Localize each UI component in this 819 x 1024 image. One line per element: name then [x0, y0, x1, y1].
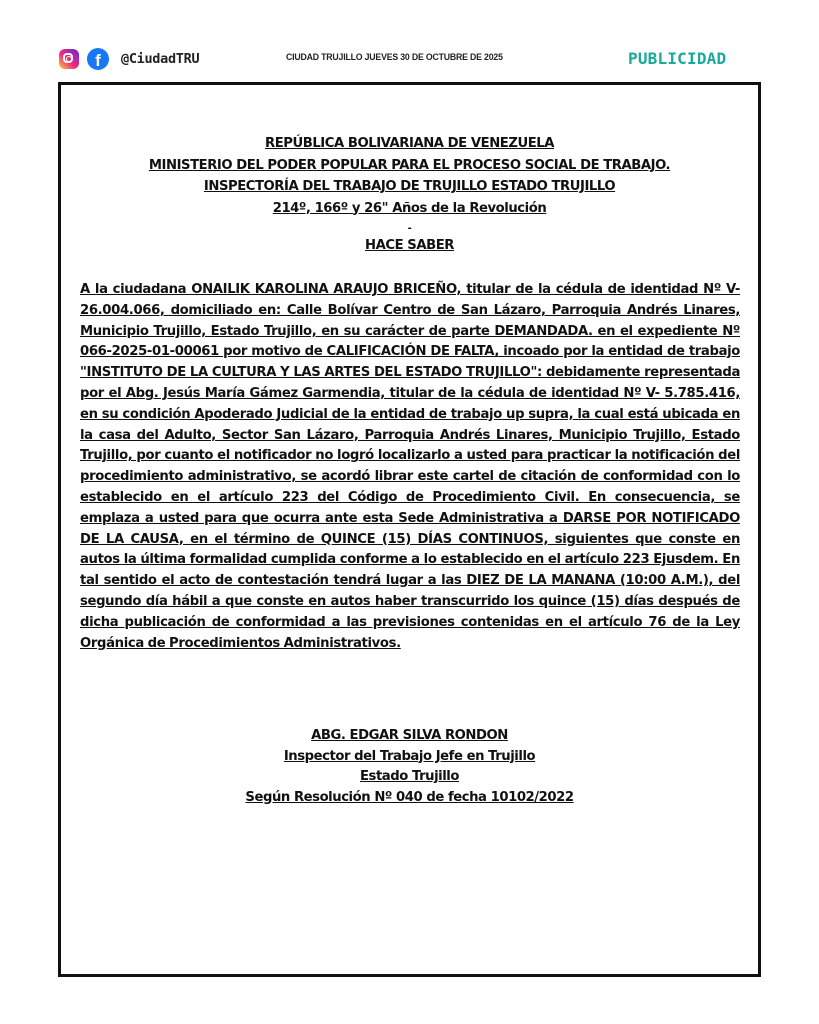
social-links — [59, 48, 199, 70]
header-years: 214º, 166º y 26" Años de la Revolución — [272, 200, 547, 216]
social-handle: @CiudadTRU — [121, 51, 200, 67]
newspaper-dateline: CIUDAD TRUJILLO JUEVES 30 DE OCTUBRE DE 2025 — [286, 52, 503, 63]
signatory-resolution: Según Resolución Nº 040 de fecha 10102/2022 — [245, 789, 574, 805]
signatory-name: ABG. EDGAR SILVA RONDON — [311, 728, 508, 743]
signatory-state: Estado Trujillo — [360, 769, 459, 784]
notice-body: A la ciudadana ONAILIK KAROLINA ARAUJO BRICEÑO, titular de la cédula de identidad Nº V-26.004.066, domiciliado en: Calle Bolívar Centro de San Lázaro, Parroquia Andrés Linares, Municipio Trujillo, Estado Trujillo, en su carácter de parte DEMANDADA. en el expediente Nº 066-2025-01-00061 por motivo de CALIFICACIÓN DE FALTA, incoado por la entidad de trabajo "INSTITUTO DE LA CULTURA Y LAS ARTES DEL ESTADO TRUJILLO": debidamente representada por el Abg. Jesús María Gámez Garmendia, titular de la cédula de identidad Nº V- 5.785.416, en su condición Apoderado Judicial de la entidad de trabajo up supra, la cual está ubicada en la casa del Adulto, Sector San Lázaro, Parroquia Andrés Linares, Municipio Trujillo, Estado Trujillo, por cuanto el notificador no logró localizarlo a usted para practicar la notificación del procedimiento administrativo, se acordó librar este cartel de citación de conformidad con lo establecido en el artículo 223 del Código de Procedimiento Civil. En consecuencia, se emplaza a usted para que ocurra ante esta Sede Administrativa a DARSE POR NOTIFICADO DE LA CAUSA, en el término de QUINCE (15) DÍAS CONTINUOS, siguientes que conste en autos la última formalidad cumplida conforme a lo establecido en el artículo 223 Ejusdem. En tal sentido el acto de contestación tendrá lugar a las DIEZ DE LA MANANA (10:00 A.M.), del segundo día hábil a que conste en autos haber transcurrido los quince (15) días después de dicha publicación de conformidad a las previsiones contenidas en el artículo 76 de la Ley Orgánica de Procedimientos Administrativos. — [80, 282, 740, 651]
signatory-title: Inspector del Trabajo Jefe en Trujillo — [283, 748, 536, 764]
section-label: PUBLICIDAD — [628, 49, 727, 68]
notice-title: HACE SABER — [365, 238, 454, 253]
instagram-icon[interactable] — [59, 49, 79, 69]
page-header — [0, 0, 819, 80]
header-republic: REPÚBLICA BOLIVARIANA DE VENEZUELA — [265, 136, 554, 151]
header-ministry: MINISTERIO DEL PODER POPULAR PARA EL PROCESO SOCIAL DE TRABAJO. — [148, 157, 671, 173]
header-inspectorate: INSPECTORÍA DEL TRABAJO DE TRUJILLO ESTADO TRUJILLO — [203, 179, 616, 194]
notice-header — [61, 133, 758, 257]
legal-notice — [58, 82, 761, 977]
header-separator: - — [407, 223, 412, 234]
facebook-icon[interactable]: f — [87, 48, 109, 70]
signature-block — [61, 726, 758, 808]
